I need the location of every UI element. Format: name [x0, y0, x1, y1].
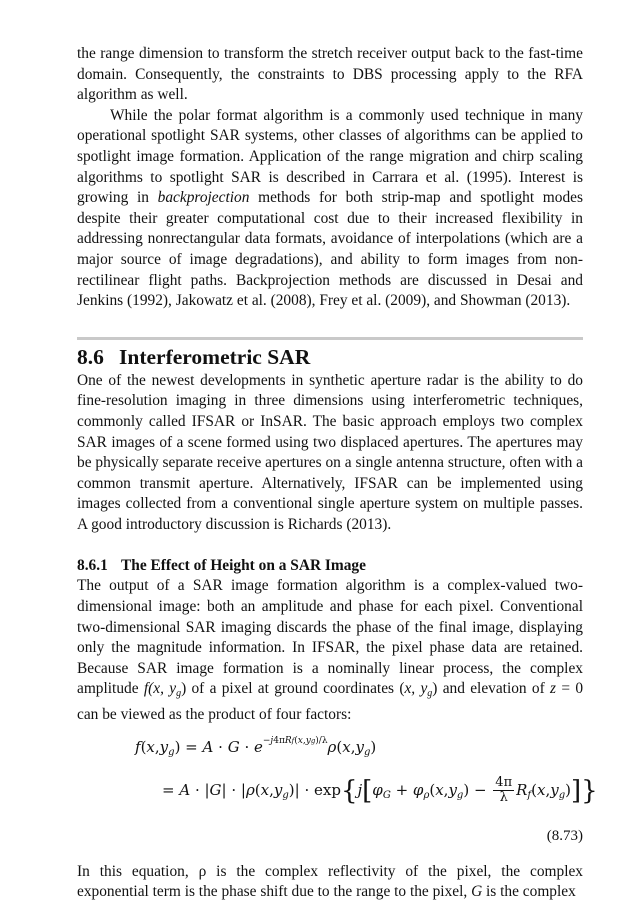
paragraph-1: the range dimension to transform the stretch receiver output back to the fast-time domain. Consequently, the constraints to DBS processing apply to the RFA algorithm as well. — [77, 45, 583, 104]
subsection-heading: 8.6.1 The Effect of Height on a SAR Image — [77, 557, 366, 575]
paragraph-2: While the polar format algorithm is a commonly used technique in many operational spotlight SAR systems, other classes of algorithms can be applied to spotlight image formation. Application of the range migration and chirp scaling algorithms to spotlight SAR is described in Carrara et al. (1995). Interest is growing in backprojection methods for both strip-map and spotlight modes despite their greater computational cost due to their increased flexibility in addressing nonrectangular data formats, avoidance of interpolations (which are a major source of image degradations), and ability to form images from non-rectilinear flight paths. Backprojection methods are discussed in Desai and Jenkins (1992), Jakowatz et al. (2008), Frey et al. (2009), and Showman (2013). — [77, 106, 583, 310]
subsection-body: The output of a SAR image formation algorithm is a complex-valued two-dimensional image: both an amplitude and phase for each pixel. Conventional two-dimensional SAR imaging discards the phase of the final image, displaying only the magnitude information. In IFSAR, the pixel phase data are retained. Because SAR image formation is a nominally linear process, the complex amplitude f(x, $y_g$) of a pixel at ground coordinates (x, $y_g$) and elevation of z = 0 can be viewed as the product of four factors: — [77, 577, 584, 724]
equation-8-73 — [77, 730, 598, 848]
equation-line-1: $f(x,y_g) = A \cdot G \cdot e^{-j4\pi Rf(x,yg)/\lambda}\rho(x,y_g)$ — [135, 735, 377, 758]
equation-line-2: = $A \cdot |G| \cdot |\rho(x,y_g)| \cdot \exp\{j[\varphi_G + \varphi_\rho(x,y_g)$ − $\frac{4\pi}{\lambda}$ $R_f(x,y_g)$]} — [162, 775, 598, 806]
paragraph-last: In this equation, ρ is the complex reflectivity of the pixel, the complex exponential term is the phase shift due to the range to the pixel, G is the complex — [77, 862, 583, 901]
page — [77, 44, 598, 903]
section-body: One of the newest developments in synthetic aperture radar is the ability to do fine-resolution imaging in three dimensions using interferometric techniques, commonly called IFSAR or InSAR. The basic approach employs two complex SAR images of a scene formed using two displaced apertures. The apertures may be physically separate receive apertures on a single antenna structure, often with a common transmit aperture. Alternatively, IFSAR can be implemented using images collected from a conventional single aperture system on multiple passes. A good introductory discussion is Richards (2013). — [77, 371, 583, 533]
equation-number: (8.73) — [546, 827, 583, 844]
section-divider — [77, 337, 583, 340]
section-heading: 8.6 Interferometric SAR — [77, 344, 311, 369]
